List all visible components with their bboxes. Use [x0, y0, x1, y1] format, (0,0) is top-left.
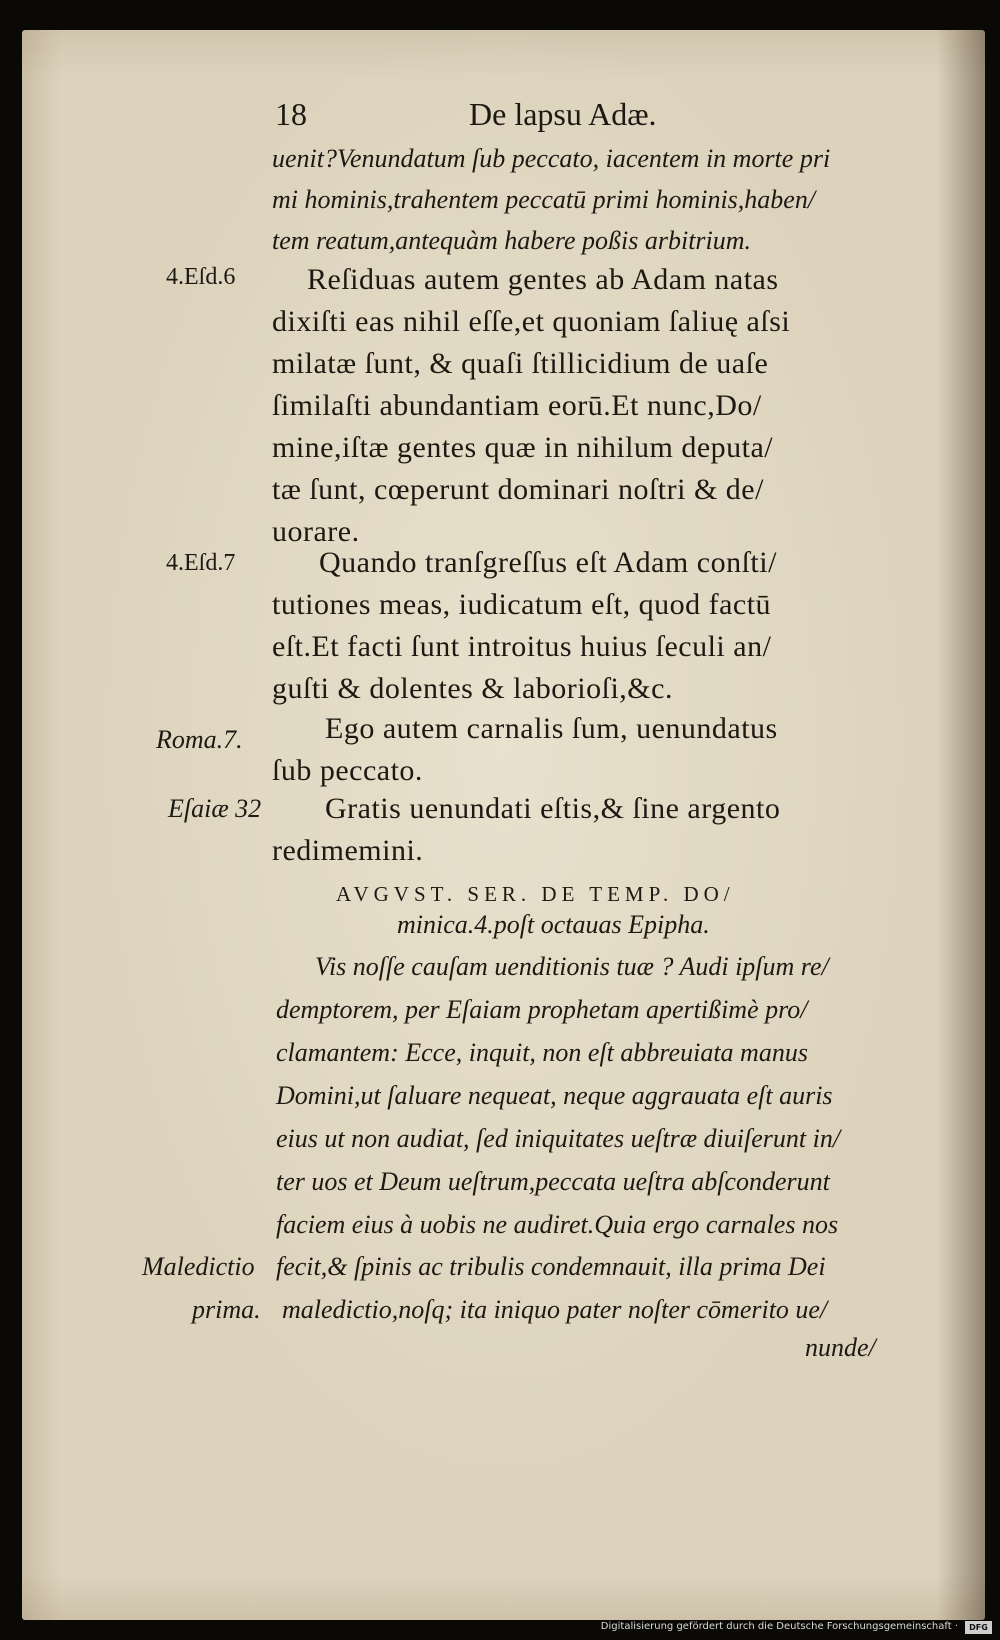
text-line: dixiſti eas nihil eſſe,et quoniam ſaliuę aſsi: [272, 305, 791, 338]
catchword: nunde/: [805, 1333, 876, 1362]
section-heading-cont: minica.4.poſt octauas Epipha.: [397, 910, 710, 939]
digitization-credit: Digitalisierung gefördert durch die Deutsche Forschungsgemeinschaft ·: [600, 1621, 958, 1632]
text-line: eſt.Et facti ſunt introitus huius ſeculi an/: [272, 630, 772, 663]
page-number: 18: [275, 96, 307, 132]
marginal-note: Roma.7.: [156, 725, 243, 754]
text-line: Quando tranſgreſſus eſt Adam conſti/: [319, 546, 777, 579]
text-line: maledictio,noſq; ita iniquo pater noſter cōmerito ue/: [282, 1295, 828, 1324]
text-line: demptorem, per Eſaiam prophetam apertißimè pro/: [276, 995, 808, 1024]
marginal-note: 4.Eſd.6: [166, 264, 236, 290]
text-line: Domini,ut ſaluare nequeat, neque aggrauata eſt auris: [276, 1081, 833, 1110]
dfg-logo: DFG: [965, 1621, 992, 1634]
text-line: ſimilaſti abundantiam eorū.Et nunc,Do/: [272, 389, 762, 422]
text-line: tem reatum,antequàm habere poßis arbitrium.: [272, 226, 752, 255]
marginal-note: prima.: [192, 1295, 261, 1324]
marginal-note: Eſaiæ 32: [168, 794, 262, 823]
marginal-note: Maledictio: [142, 1252, 255, 1281]
text-line: tutiones meas, iudicatum eſt, quod factū: [272, 588, 772, 621]
text-line: fecit,& ſpinis ac tribulis condemnauit, illa prima Dei: [276, 1252, 826, 1281]
text-line: clamantem: Ecce, inquit, non eſt abbreuiata manus: [276, 1038, 808, 1067]
text-line: ſub peccato.: [272, 754, 423, 787]
text-line: tæ ſunt, cœperunt dominari noſtri & de/: [272, 473, 764, 506]
text-line: milatæ ſunt, & quaſi ſtillicidium de uaſe: [272, 347, 769, 380]
book-page: [22, 30, 985, 1620]
text-line: faciem eius à uobis ne audiret.Quia ergo carnales nos: [276, 1210, 839, 1239]
text-line: uenit?Venundatum ſub peccato, iacentem in morte pri: [272, 144, 831, 173]
running-title: De lapsu Adæ.: [469, 96, 657, 132]
text-line: ter uos et Deum ueſtrum,peccata ueſtra abſconderunt: [276, 1167, 830, 1196]
text-line: redimemini.: [272, 834, 424, 867]
section-heading: AVGVST. SER. DE TEMP. DO/: [336, 882, 735, 906]
text-line: Ego autem carnalis ſum, uenundatus: [325, 712, 778, 745]
text-line: mi hominis,trahentem peccatū primi hominis,haben/: [272, 185, 816, 214]
text-line: Reſiduas autem gentes ab Adam natas: [307, 263, 779, 296]
text-line: mine,iſtæ gentes quæ in nihilum deputa/: [272, 431, 774, 464]
text-line: Gratis uenundati eſtis,& ſine argento: [325, 792, 781, 825]
text-line: Vis noſſe cauſam uenditionis tuæ ? Audi ipſum re/: [315, 952, 829, 981]
text-line: guſti & dolentes & laborioſi,&c.: [272, 672, 673, 705]
text-line: eius ut non audiat, ſed iniquitates ueſtræ diuiſerunt in/: [276, 1124, 841, 1153]
marginal-note: 4.Eſd.7: [166, 550, 236, 576]
text-line: uorare.: [272, 515, 360, 548]
